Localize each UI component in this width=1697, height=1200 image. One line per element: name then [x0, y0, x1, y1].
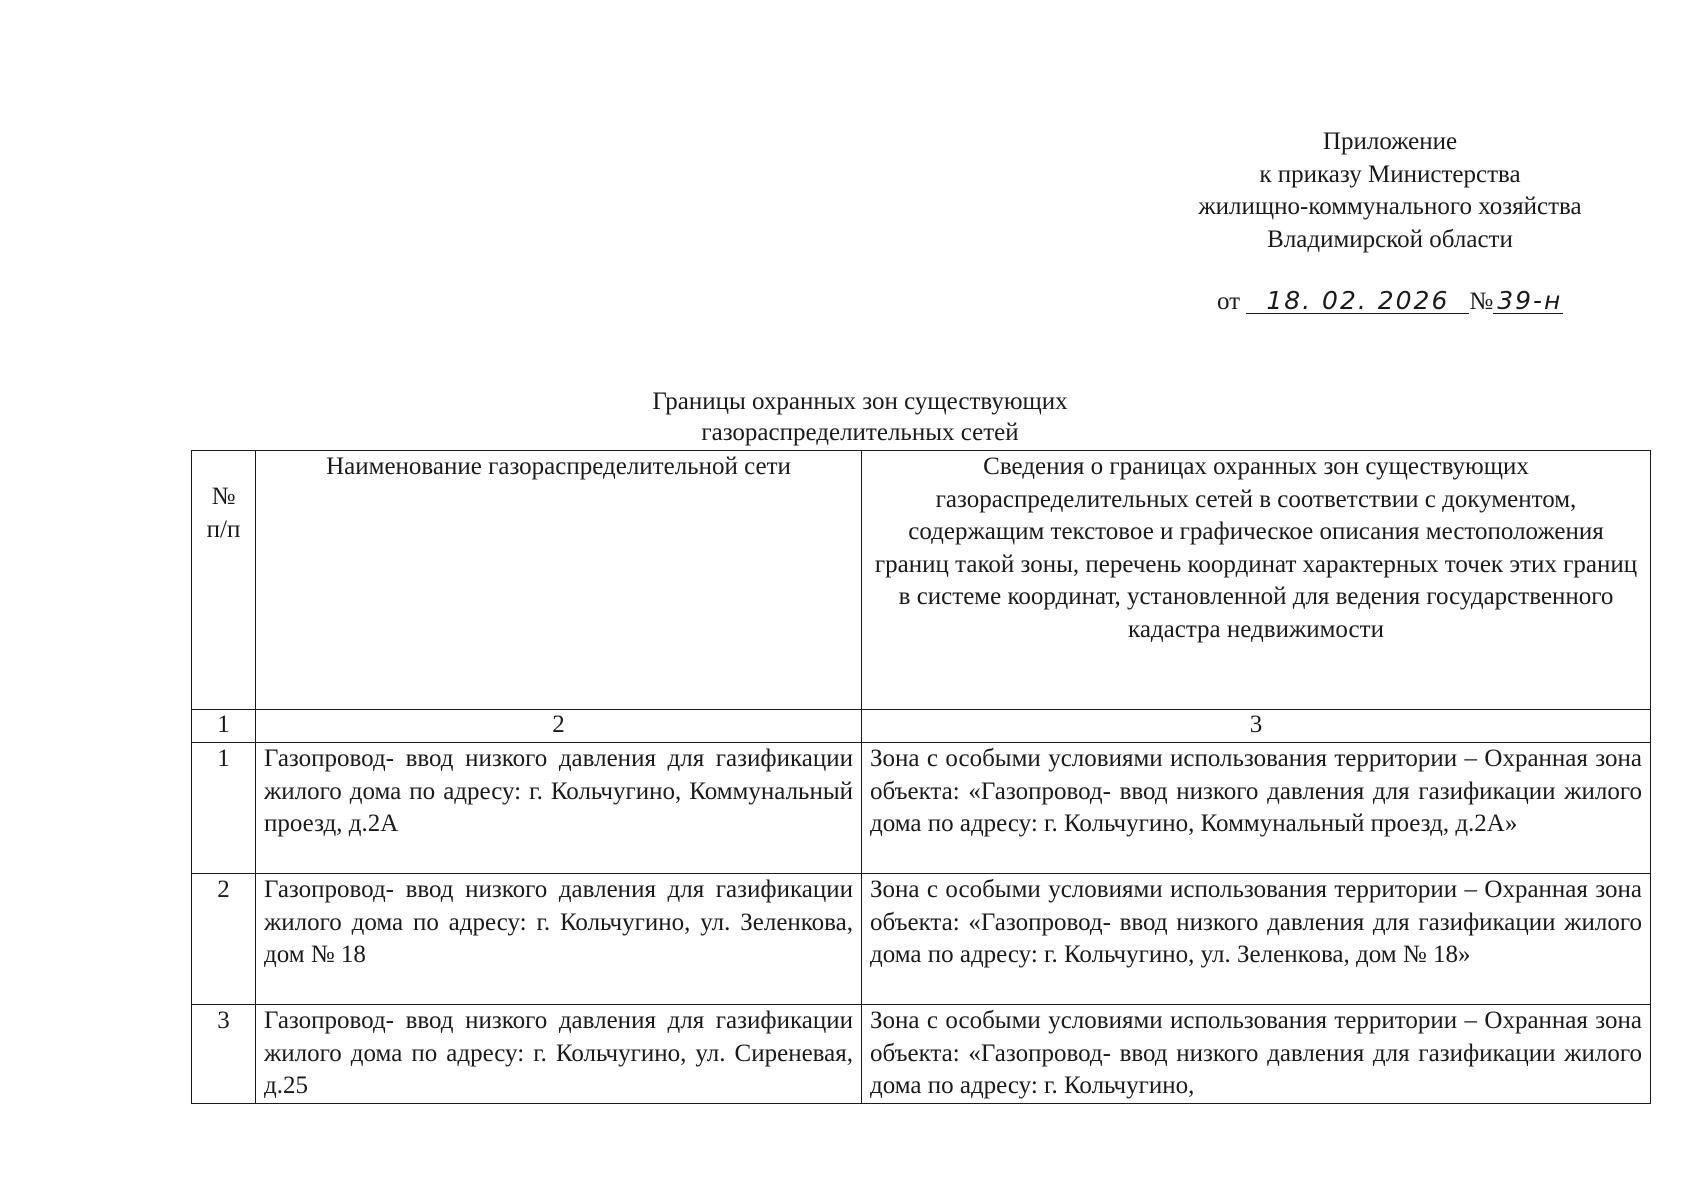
header-network-name: Наименование газораспределительной сети [256, 451, 862, 710]
column-index: 1 [192, 710, 256, 743]
row-zone-info-text: Зона с особыми условиями использования территории – Охранная зона объекта: «Газопровод- ввод низкого давления для газификации жилого дома по адресу: г. Кольчугино, [870, 1007, 1642, 1099]
order-number-label: № [1469, 288, 1494, 315]
order-number: 39-н [1493, 289, 1563, 314]
row-number: 1 [192, 743, 256, 874]
row-zone-info: Зона с особыми условиями использования территории – Охранная зона объекта: «Газопровод- ввод низкого давления для газификации жилого дома по адресу: г. Кольчугино, ул. Зеленкова, дом № 18» [862, 874, 1651, 1005]
document-title-line1: Границы охранных зон существующих [652, 388, 1068, 415]
column-index: 2 [256, 710, 862, 743]
table-row [192, 1005, 1651, 1104]
appendix-region: Владимирской области [1267, 225, 1513, 253]
column-index-row [192, 710, 1651, 743]
row-number: 3 [192, 1005, 256, 1104]
table-header-row [192, 451, 1651, 710]
row-number: 2 [192, 874, 256, 1005]
row-zone-info [862, 1005, 1651, 1104]
appendix-label: Приложение [1322, 128, 1458, 155]
document-title [530, 386, 1190, 448]
table-row [192, 874, 1651, 1005]
order-from-label: от [1217, 288, 1241, 315]
document-title-line2: газораспределительных сетей [701, 419, 1019, 446]
order-date-number [1217, 286, 1617, 318]
row-zone-info: Зона с особыми условиями использования территории – Охранная зона объекта: «Газопровод- ввод низкого давления для газификации жилого дома по адресу: г. Кольчугино, Коммунальный проезд, д.2А» [862, 743, 1651, 874]
appendix-header [1140, 126, 1640, 256]
table-row [192, 743, 1651, 874]
column-index: 3 [862, 710, 1651, 743]
row-network-name: Газопровод- ввод низкого давления для газификации жилого дома по адресу: г. Кольчугино, ул. Зеленкова, дом № 18 [256, 874, 862, 1005]
header-number: № п/п [192, 451, 256, 710]
protection-zones-table [191, 450, 1651, 1104]
appendix-ministry: жилищно-коммунального хозяйства [1198, 193, 1582, 220]
order-date: 18. 02. 2026 [1246, 289, 1469, 314]
header-zone-info: Сведения о границах охранных зон существующих газораспределительных сетей в соответствии с документом, содержащим текстовое и графическое описания местоположения границ такой зоны, перечень координат характерных точек этих границ в системе координат, установленной для ведения государственного кадастра недвижимости [862, 451, 1651, 710]
row-network-name: Газопровод- ввод низкого давления для газификации жилого дома по адресу: г. Кольчугино, ул. Сиреневая, д.25 [256, 1005, 862, 1104]
row-network-name: Газопровод- ввод низкого давления для газификации жилого дома по адресу: г. Кольчугино, Коммунальный проезд, д.2А [256, 743, 862, 874]
appendix-order-ref: к приказу Министерства [1259, 160, 1521, 188]
